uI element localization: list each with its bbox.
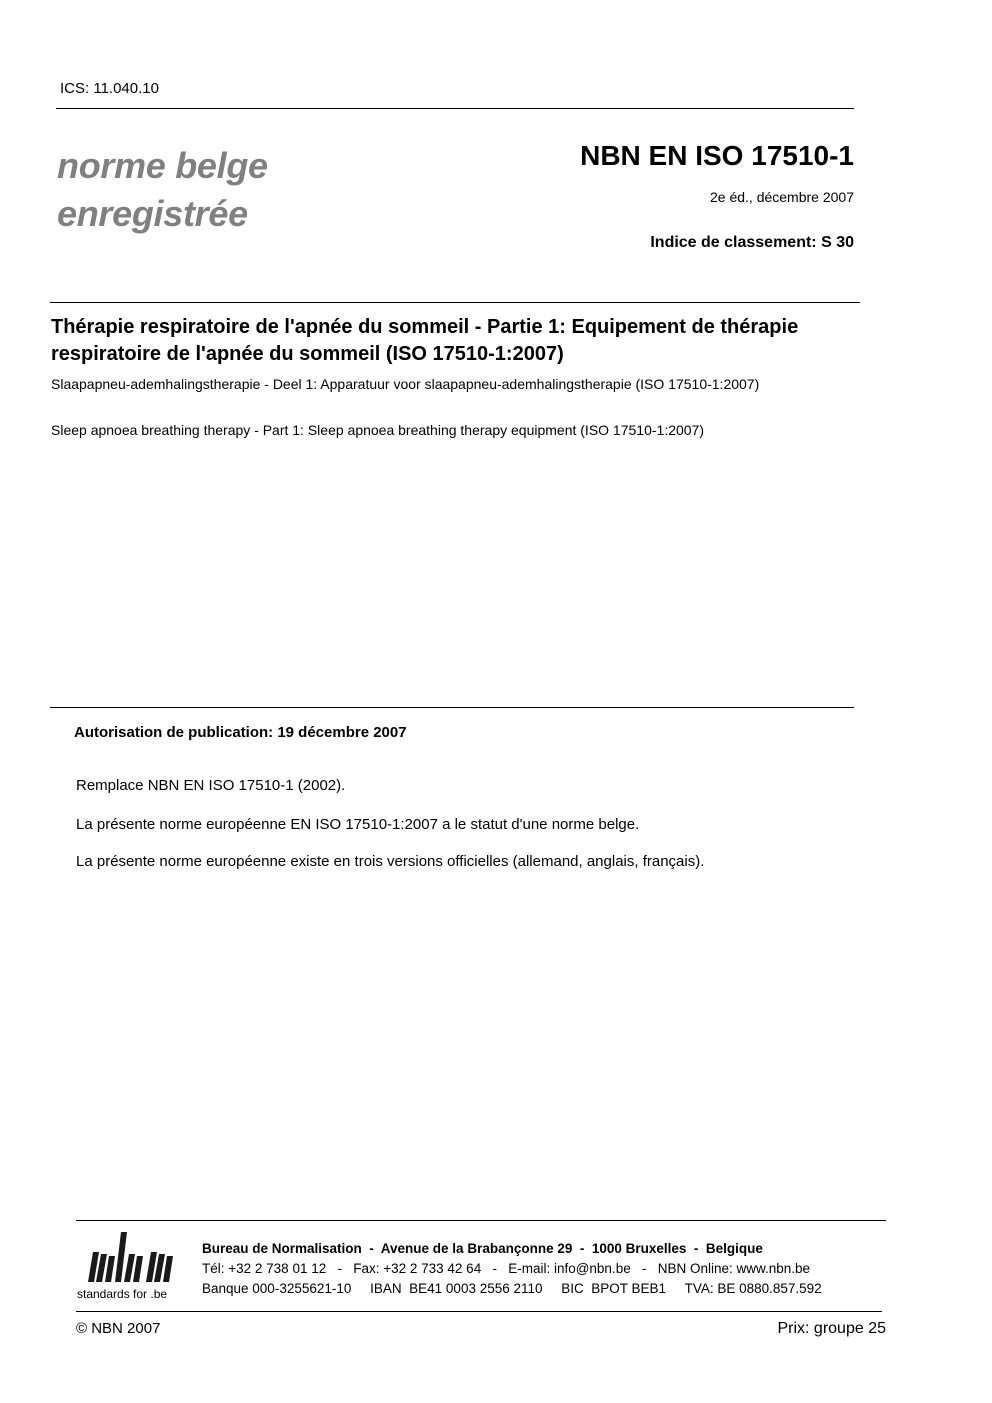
classification-index: Indice de classement: S 30 bbox=[650, 234, 854, 251]
brand-line-2: enregistrée bbox=[57, 193, 248, 234]
footer-address: Bureau de Normalisation - Avenue de la Brabançonne 29 - 1000 Bruxelles - Belgique bbox=[202, 1241, 763, 1256]
footer-bank-details: Banque 000-3255621-10 IBAN BE41 0003 2556 2110 BIC BPOT BEB1 TVA: BE 0880.857.592 bbox=[202, 1281, 822, 1296]
header-divider bbox=[56, 108, 854, 109]
publication-authorization: Autorisation de publication: 19 décembre 2007 bbox=[74, 724, 407, 741]
title-english: Sleep apnoea breathing therapy - Part 1: Sleep apnoea breathing therapy equipment (ISO 17510-1:2007) bbox=[51, 422, 705, 438]
standard-number: NBN EN ISO 17510-1 bbox=[580, 140, 854, 171]
note-versions: La présente norme européenne existe en trois versions officielles (allemand, anglais, français). bbox=[76, 853, 705, 870]
price-group: Prix: groupe 25 bbox=[777, 1320, 886, 1337]
footer-divider-top bbox=[76, 1220, 886, 1221]
title-divider bbox=[50, 302, 860, 303]
title-french: Thérapie respiratoire de l'apnée du sommeil - Partie 1: Equipement de thérapie respiratoire de l'apnée du sommeil (ISO 17510-1:2007) bbox=[51, 316, 799, 365]
title-dutch: Slaapapneu-ademhalingstherapie - Deel 1: Apparatuur voor slaapapneu-ademhalingstherapie (ISO 17510-1:2007) bbox=[51, 376, 760, 392]
body-divider bbox=[50, 707, 854, 708]
footer-contact: Tél: +32 2 738 01 12 - Fax: +32 2 733 42 64 - E-mail: info@nbn.be - NBN Online: www.nbn.be bbox=[202, 1261, 811, 1276]
copyright: © NBN 2007 bbox=[76, 1320, 161, 1337]
note-status: La présente norme européenne EN ISO 17510-1:2007 a le statut d'une norme belge. bbox=[76, 816, 640, 833]
brand-line-1: norme belge bbox=[57, 145, 268, 186]
ics-code: ICS: 11.040.10 bbox=[60, 80, 159, 97]
nbn-logo-mark bbox=[76, 1228, 188, 1290]
footer-divider-bottom bbox=[76, 1311, 882, 1312]
note-replaces: Remplace NBN EN ISO 17510-1 (2002). bbox=[76, 777, 346, 794]
logo-caption: standards for .be bbox=[77, 1287, 168, 1301]
brand-label bbox=[57, 142, 268, 238]
edition-date: 2e éd., décembre 2007 bbox=[710, 189, 854, 205]
